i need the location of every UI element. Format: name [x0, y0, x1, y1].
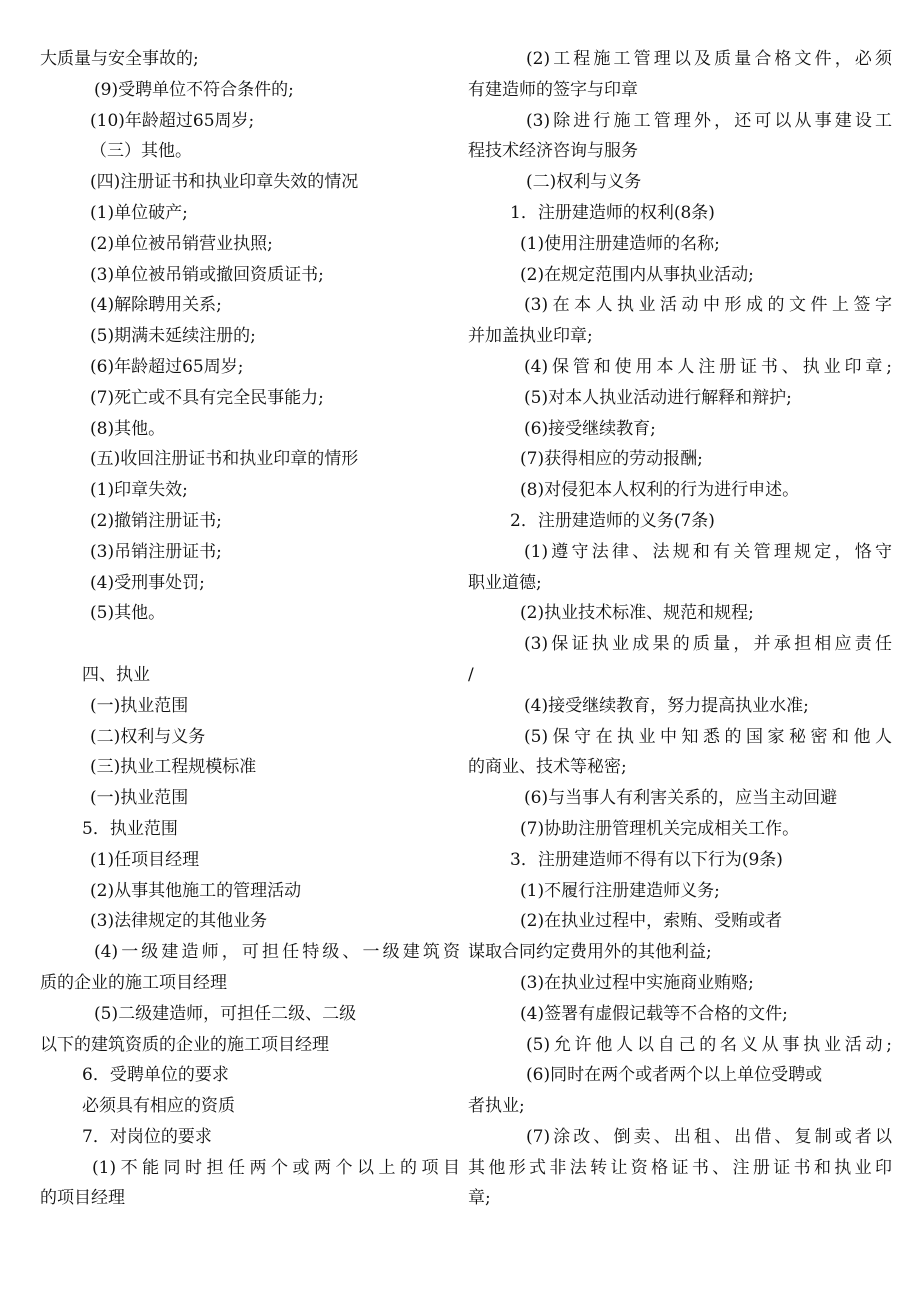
right-column	[468, 44, 892, 1214]
right-column-line: (5)允许他人以自己的名义从事执业活动;	[526, 1034, 892, 1055]
right-column-line: (3)保证执业成果的质量，并承担相应责任	[524, 634, 892, 655]
left-column-line: 大质量与安全事故的;	[40, 49, 199, 69]
left-column-line: (4)一级建造师，可担任特级、一级建筑资	[94, 942, 460, 963]
left-column-line: (四)注册证书和执业印章失效的情况	[90, 172, 359, 193]
left-column-line: (4)解除聘用关系;	[90, 295, 222, 316]
left-column-line: (8)其他。	[90, 418, 166, 439]
right-column-line: 谋取合同约定费用外的其他利益;	[468, 942, 712, 963]
right-column-line: 1．注册建造师的权利(8条)	[510, 202, 715, 223]
right-column-line: (2)在规定范围内从事执业活动;	[520, 264, 754, 285]
right-column-line: /	[468, 664, 474, 685]
right-column-line: (1)遵守法律、法规和有关管理规定，恪守	[524, 541, 892, 562]
left-column-line: (一)执业范围	[90, 695, 189, 716]
left-column-line: 5．执业范围	[82, 818, 178, 839]
left-column-line: (10)年龄超过65周岁;	[90, 110, 255, 131]
right-column-line: (6)同时在两个或者两个以上单位受聘或	[526, 1065, 823, 1086]
left-column-line: 以下的建筑资质的企业的施工项目经理	[40, 1034, 329, 1055]
left-column-line: (五)收回注册证书和执业印章的情形	[90, 449, 359, 470]
right-column-line: (2)工程施工管理以及质量合格文件，必须	[526, 49, 892, 69]
right-column-line: 者执业;	[468, 1096, 525, 1117]
right-column-line: (二)权利与义务	[526, 172, 642, 193]
left-column-line: (9)受聘单位不符合条件的;	[94, 79, 294, 100]
right-column-line: 职业道德;	[468, 572, 542, 593]
right-column-line: (8)对侵犯本人权利的行为进行申述。	[520, 480, 800, 501]
left-column-line: (5)二级建造师，可担任二级、二级	[94, 1003, 357, 1024]
left-column-line: (6)年龄超过65周岁;	[90, 356, 244, 377]
right-column-line: (1)使用注册建造师的名称;	[520, 233, 720, 254]
right-column-line: (2)在执业过程中，索贿、受贿或者	[520, 911, 783, 932]
left-column-line: 6．受聘单位的要求	[82, 1065, 229, 1086]
left-column-line: (一)执业范围	[90, 788, 189, 809]
left-column-line: 的项目经理	[40, 1188, 125, 1209]
right-column-line: (5)保守在执业中知悉的国家秘密和他人	[524, 726, 892, 747]
right-column-line: (3)在本人执业活动中形成的文件上签字	[524, 295, 892, 316]
left-column-line: (1)任项目经理	[90, 849, 200, 870]
left-column-line: （三）其他。	[90, 141, 192, 162]
right-column-line: 3．注册建造师不得有以下行为(9条)	[510, 849, 783, 870]
left-column-line: (5)期满未延续注册的;	[90, 326, 256, 347]
right-column-line: (4)签署有虚假记载等不合格的文件;	[520, 1003, 788, 1024]
right-column-line: 的商业、技术等秘密;	[468, 757, 627, 778]
right-column-line: (7)获得相应的劳动报酬;	[520, 449, 703, 470]
right-column-line: (3)在执业过程中实施商业贿赂;	[520, 972, 754, 993]
left-column-line: (3)吊销注册证书;	[90, 541, 222, 562]
left-column-line: (3)法律规定的其他业务	[90, 911, 268, 932]
left-column-line: (2)撤销注册证书;	[90, 510, 222, 531]
left-column-line: 质的企业的施工项目经理	[40, 972, 227, 993]
right-column-line: 章;	[468, 1188, 491, 1209]
left-column-line: (3)单位被吊销或撤回资质证书;	[90, 264, 324, 285]
right-column-line: 2．注册建造师的义务(7条)	[510, 510, 715, 531]
right-column-line: 有建造师的签字与印章	[468, 79, 638, 100]
right-column-line: 其他形式非法转让资格证书、注册证书和执业印	[468, 1157, 892, 1178]
right-column-line: 程技术经济咨询与服务	[468, 141, 638, 162]
left-column-line: (5)其他。	[90, 603, 166, 624]
right-column-line: (3)除进行施工管理外，还可以从事建设工	[526, 110, 892, 131]
right-column-line: (6)接受继续教育;	[524, 418, 656, 439]
left-column-line	[40, 629, 460, 660]
right-column-line: (4)保管和使用本人注册证书、执业印章;	[524, 356, 892, 377]
right-column-line: (2)执业技术标准、规范和规程;	[520, 603, 754, 624]
left-column	[40, 44, 460, 1214]
right-column-line: (7)协助注册管理机关完成相关工作。	[520, 818, 800, 839]
left-column-line: (二)权利与义务	[90, 726, 206, 747]
left-column-line: (4)受刑事处罚;	[90, 572, 205, 593]
left-column-line: (2)单位被吊销营业执照;	[90, 233, 273, 254]
left-column-line: (1)单位破产;	[90, 202, 188, 223]
left-column-line: 四、执业	[82, 664, 150, 685]
right-column-line: (6)与当事人有利害关系的，应当主动回避	[524, 788, 838, 809]
right-column-line: (1)不履行注册建造师义务;	[520, 880, 720, 901]
left-column-line: (7)死亡或不具有完全民事能力;	[90, 387, 324, 408]
right-column-line: (5)对本人执业活动进行解释和辩护;	[524, 387, 792, 408]
left-column-line: (三)执业工程规模标准	[90, 757, 257, 778]
left-column-line: (1)不能同时担任两个或两个以上的项目	[92, 1157, 460, 1178]
right-column-line: 并加盖执业印章;	[468, 326, 593, 347]
right-column-line: (7)涂改、倒卖、出租、出借、复制或者以	[526, 1126, 892, 1147]
left-column-line: (1)印章失效;	[90, 480, 188, 501]
left-column-line: 7．对岗位的要求	[82, 1126, 212, 1147]
right-column-line: (4)接受继续教育，努力提高执业水准;	[524, 695, 809, 716]
left-column-line: 必须具有相应的资质	[82, 1096, 235, 1117]
left-column-line: (2)从事其他施工的管理活动	[90, 880, 302, 901]
